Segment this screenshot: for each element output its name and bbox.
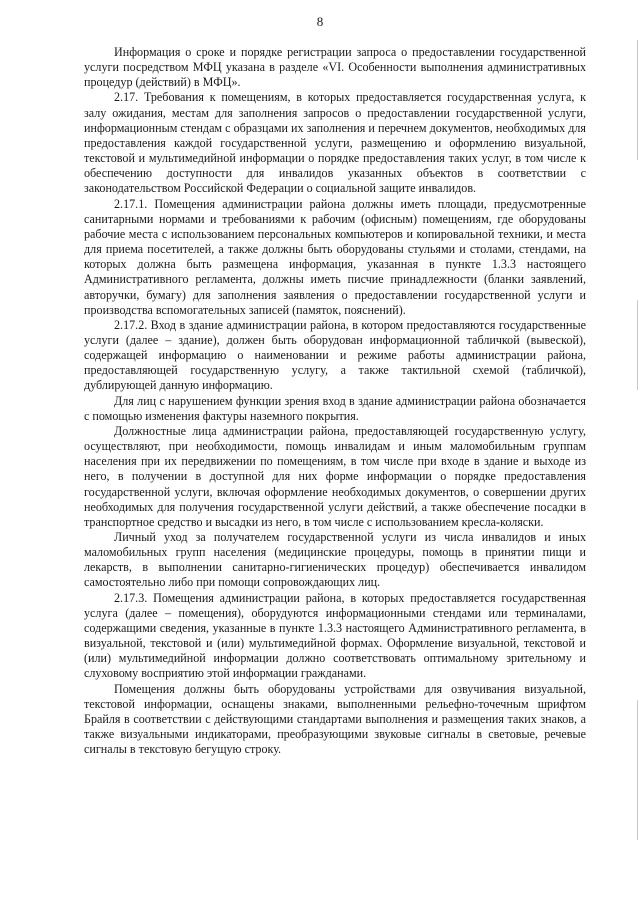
paragraph-2-17: 2.17. Требования к помещениям, в которых предоставляется государственная услуга, к залу ожидания, местам для заполнения запросов о предоставлении государственной услуги, информационным стендам с образцами их заполнения и перечнем документов, необходимых для предоставления каждой государственной услуги, размещению и оформлению визуальной, текстовой и мультимедийной информации о порядке предоставления таких услуг, в том числе к обеспечению доступности для инвалидов указанных объектов в соответствии с законодательством Российской Федерации о социальной защите инвалидов. — [84, 90, 586, 196]
paragraph-vision-impaired-entrance: Для лиц с нарушением функции зрения вход в здание администрации района обозначается с помощью изменения фактуры наземного покрытия. — [84, 393, 586, 423]
scan-edge-mark-top — [637, 40, 638, 160]
scan-edge-mark-middle — [637, 300, 638, 390]
page-number: 8 — [316, 14, 324, 29]
paragraph-officials-assistance: Должностные лица администрации района, предоставляющей государственную услугу, осуществляют, при необходимости, помощь инвалидам и иным маломобильным группам населения при их передвижении по помещениям, в том числе при входе в здание и выходе из него, в получении в доступной для них форме информации о порядке предоставления государственной услуги, включая оформление необходимых документов, о совершении других необходимых для получения государственной услуги действий, а также обеспечение посадки в транспортное средство и высадки из него, в том числе с использованием кресла-коляски. — [84, 423, 586, 529]
paragraph-mfc-registration: Информация о сроке и порядке регистрации запроса о предоставлении государственной услуги посредством МФЦ указана в разделе «VI. Особенности выполнения административных процедур (действий) в МФЦ». — [84, 45, 586, 90]
paragraph-personal-care: Личный уход за получателем государственной услуги из числа инвалидов и иных маломобильных групп населения (медицинские процедуры, помощь в принятии пищи и лекарств, в выполнении санитарно-гигиенических процедур) обеспечивается инвалидом самостоятельно либо при помощи сопровождающих лиц. — [84, 530, 586, 590]
scan-edge-mark-bottom — [637, 700, 638, 840]
paragraph-2-17-1: 2.17.1. Помещения администрации района должны иметь площади, предусмотренные санитарными нормами и требованиями к рабочим (офисным) помещениям, где оборудованы рабочие места с использованием персональных компьютеров и копировальной техники, и места для приема посетителей, а также должны быть оборудованы стульями и столами, стендами, на которых должна быть размещена информация, указанная в пункте 1.3.3 настоящего Административного регламента, должны иметь писчие принадлежности (бланки заявлений, авторучки, бумагу) для заполнения заявления о предоставлении государственной услуги и производства вспомогательных записей (памяток, пояснений). — [84, 196, 586, 317]
paragraph-2-17-3: 2.17.3. Помещения администрации района, в которых предоставляется государственная услуга (далее – помещения), оборудуются информационными стендами или терминалами, содержащими сведения, указанные в пункте 1.3.3 настоящего Административного регламента, в визуальной, текстовой и (или) мультимедийной формах. Оформление визуальной, текстовой и (или) мультимедийной информации должно соответствовать оптимальному зрительному и слуховому восприятию этой информации гражданами. — [84, 590, 586, 681]
paragraph-accessibility-devices: Помещения должны быть оборудованы устройствами для озвучивания визуальной, текстовой информации, оснащены знаками, выполненными рельефно-точечным шрифтом Брайля в соответствии с действующими стандартами выполнения и размещения таких знаков, а также визуальными индикаторами, преобразующими звуковые сигналы в световые, речевые сигналы в текстовую бегущую строку. — [84, 681, 586, 757]
paragraph-2-17-2: 2.17.2. Вход в здание администрации района, в котором предоставляются государственные услуги (далее – здание), должен быть оборудован информационной табличкой (вывеской), содержащей информацию о наименовании и режиме работы администрации района, предоставляющей государственную услугу, а также тактильной схемой (табличкой), дублирующей данную информацию. — [84, 317, 586, 393]
document-body — [84, 45, 586, 757]
